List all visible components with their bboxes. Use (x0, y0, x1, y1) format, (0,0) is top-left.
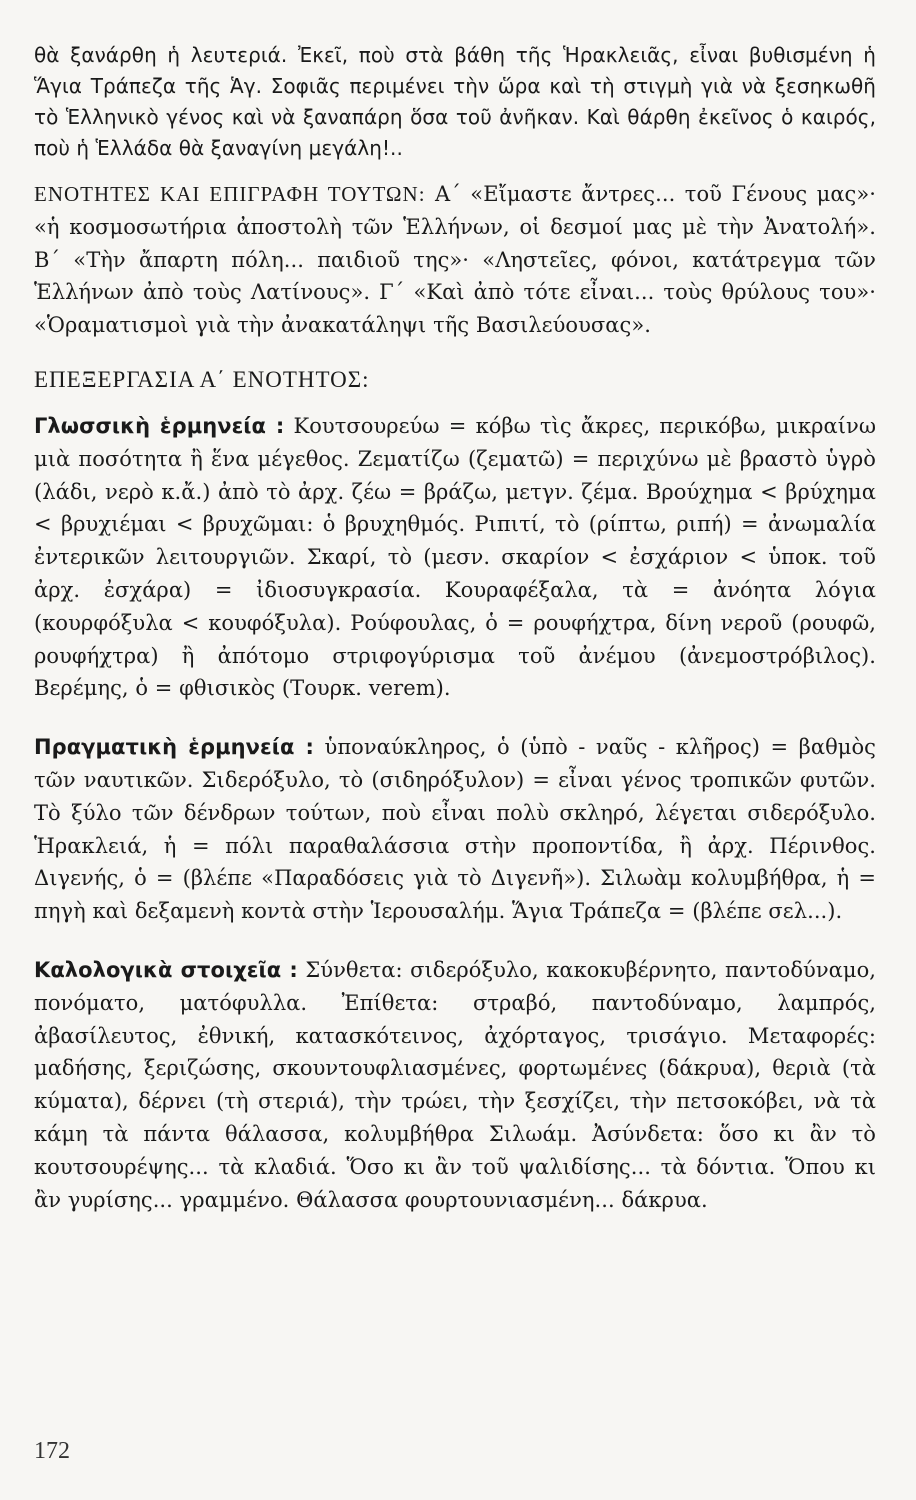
units-paragraph (34, 178, 876, 342)
factual-term: Πραγματικὴ ἑρμηνεία : (34, 735, 315, 760)
units-heading: ΕΝΟΤΗΤΕΣ ΚΑΙ ΕΠΙΓΡΑΦΗ ΤΟΥΤΩΝ: (34, 182, 426, 206)
aesthetic-text: Σύνθετα: σιδερόξυλο, κακοκυβέρνητο, παντοδύναμο, πονόματο, ματόφυλλα. Ἐπίθετα: στραβό, παντοδύναμο, λαμπρός, ἀβασίλευτος, ἐθνική, κατασκότεινος, ἀχόρταγος, τρισάγιο. Μεταφορές: μαδήσης, ξεριζώσης, σκουντουφλιασμένες, φορτωμένες (δάκρυα), θεριὰ (τὰ κύματα), δέρνει (τὴ στεριά), τὴν τρώει, τὴν ξεσχίζει, τὴν πετσοκόβει, νὰ τὰ κάμη τὰ πάντα θάλασσα, κολυμβήθρα Σιλωάμ. Ἀσύνδετα: ὅσο κι ἂν τὸ κουτσουρέψης... τὰ κλαδιά. Ὅσο κι ἂν τοῦ ψαλιδίσης... τὰ δόντια. Ὅπου κι ἂν γυρίσης... γραμμένο. Θάλασσα φουρτουνιασμένη... δάκρυα. (34, 957, 876, 1212)
aesthetic-term: Καλολογικὰ στοιχεῖα : (34, 957, 298, 982)
glossary-paragraph (34, 410, 876, 705)
aesthetic-paragraph (34, 954, 876, 1216)
glossary-text: Κουτσουρεύω = κόβω τὶς ἄκρες, περικόβω, μικραίνω μιὰ ποσότητα ἢ ἕνα μέγεθος. Ζεματίζω (ζεματῶ) = περιχύνω μὲ βραστὸ ὑγρὸ (λάδι, νερὸ κ.ἄ.) ἀπὸ τὸ ἀρχ. ζέω = βράζω, μετγν. ζέμα. Βρούχημα < βρύχημα < βρυχιέμαι < βρυχῶμαι: ὁ βρυχηθμός. Ριπιτί, τὸ (ρίπτω, ριπή) = ἀνωμαλία ἐντερικῶν λειτουργιῶν. Σκαρί, τὸ (μεσν. σκαρίον < ἐσχάριον < ὑποκ. τοῦ ἀρχ. ἐσχάρα) = ἰδιοσυγκρασία. Κουραφέξαλα, τὰ = ἀνόητα λόγια (κουρφόξυλα < κουφόξυλα). Ρούφουλας, ὁ = ρουφήχτρα, δίνη νεροῦ (ρουφῶ, ρουφήχτρα) ἢ ἀπότομο στριφογύρισμα τοῦ ἀνέμου (ἀνεμοστρόβιλος). Βερέμης, ὁ = φθισικὸς (Τουρκ. verem). (34, 413, 876, 701)
factual-paragraph (34, 731, 876, 928)
elaboration-heading: ΕΠΕΞΕΡΓΑΣΙΑ Α΄ ΕΝΟΤΗΤΟΣ: (34, 366, 370, 392)
page-number: 172 (34, 1438, 70, 1464)
intro-paragraph: θὰ ξανάρθη ἡ λευτεριά. Ἐκεῖ, ποὺ στὰ βάθη τῆς Ἡρακλειᾶς, εἶναι βυθισμένη ἡ Ἅγια Τράπεζα τῆς Ἁγ. Σοφιᾶς περιμένει τὴν ὥρα καὶ τὴ στιγμὴ γιὰ νὰ ξεσηκωθῆ τὸ Ἑλληνικὸ γένος καὶ νὰ ξαναπάρη ὅσα τοῦ ἀνῆκαν. Καὶ θάρθη ἐκεῖνος ὁ καιρός, ποὺ ἡ Ἑλλάδα θὰ ξαναγίνη μεγάλη!.. (34, 43, 876, 160)
factual-text: ὑποναύκληρος, ὁ (ὑπὸ - ναῦς - κλῆρος) = βαθμὸς τῶν ναυτικῶν. Σιδερόξυλο, τὸ (σιδηρόξυλον) = εἶναι γένος τροπικῶν φυτῶν. Τὸ ξύλο τῶν δένδρων τούτων, ποὺ εἶναι πολὺ σκληρό, λέγεται σιδερόξυλο. Ἡρακλειά, ἡ = πόλι παραθαλάσσια στὴν προποντίδα, ἢ ἀρχ. Πέρινθος. Διγενής, ὁ = (βλέπε «Παραδόσεις γιὰ τὸ Διγενῆ»). Σιλωὰμ κολυμβήθρα, ἡ = πηγὴ καὶ δεξαμενὴ κοντὰ στὴν Ἱερουσαλήμ. Ἅγια Τράπεζα = (βλέπε σελ...). (34, 735, 876, 924)
glossary-term: Γλωσσικὴ ἑρμηνεία : (34, 413, 285, 438)
units-text: Α΄ «Εἴμαστε ἄντρες... τοῦ Γένους μας»· «ἡ κοσμοσωτήρια ἀποστολὴ τῶν Ἑλλήνων, οἱ δεσμοί μας μὲ τὴν Ἀνατολή». Β΄ «Τὴν ἄπαρτη πόλη... παιδιοῦ της»· «Ληστεῖες, φόνοι, κατάτρεγμα τῶν Ἑλλήνων ἀπὸ τοὺς Λατίνους». Γ΄ «Καὶ ἀπὸ τότε εἶναι... τοὺς θρύλους του»· «Ὁραματισμοὶ γιὰ τὴν ἀνακατάληψι τῆς Βασιλεύουσας». (34, 182, 876, 338)
